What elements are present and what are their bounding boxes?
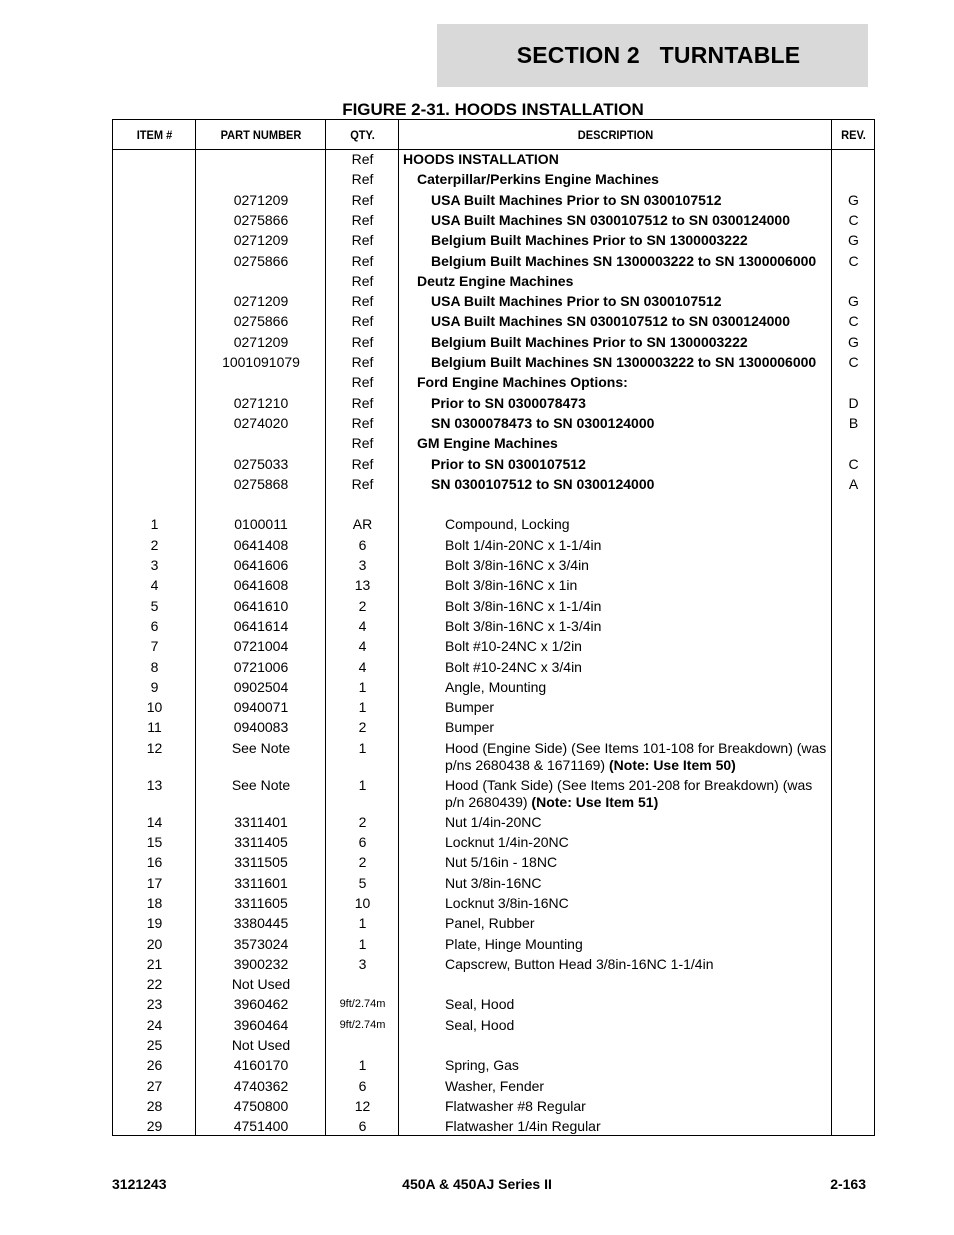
item-number-cell: 3 [150,557,159,573]
header-qty: QTY. [350,127,375,142]
qty-cell: 1 [358,678,367,695]
description-cell: Bolt 3/8in-16NC x 1-1/4in [445,597,602,614]
qty-cell: 13 [354,577,371,594]
header-rule [113,149,874,150]
qty-cell: Ref [351,374,374,391]
part-number-cell: 0275868 [233,475,289,492]
part-number-cell: 0275033 [233,455,289,472]
qty-cell: Ref [351,272,374,289]
description-cell: Capscrew, Button Head 3/8in-16NC 1-1/4in [445,955,714,972]
description-cell: Seal, Hood [445,1016,515,1033]
item-number-cell: 27 [146,1077,163,1094]
description-cell: Bolt #10-24NC x 1/2in [445,638,582,655]
part-number-cell: 0271209 [233,232,289,249]
description-cell: GM Engine Machines [417,435,558,452]
item-number-cell: 1 [150,516,159,533]
part-number-cell: 0641408 [233,536,289,553]
qty-cell: Ref [351,252,374,269]
part-number-cell: 0271209 [233,293,289,310]
description-cell: Panel, Rubber [445,915,535,932]
item-number-cell: 22 [146,976,163,993]
part-number-cell: 0275866 [233,211,289,228]
description-cell: Bolt 3/8in-16NC x 1-3/4in [445,617,602,634]
item-number-cell: 16 [146,854,163,871]
qty-cell: Ref [351,333,374,350]
item-number-cell: 24 [146,1016,163,1033]
qty-cell: Ref [351,191,374,208]
qty-cell: 4 [358,638,367,655]
part-number-cell: 0274020 [233,414,289,431]
description-cell: Flatwasher 1/4in Regular [445,1118,601,1135]
part-number-cell: 3380445 [233,915,289,932]
footer-doc-number: 3121243 [112,1176,167,1192]
qty-cell: Ref [351,435,374,452]
footer-model: 450A & 450AJ Series II [402,1176,552,1192]
description-cell: HOODS INSTALLATION [403,151,559,167]
description-cell: Locknut 1/4in-20NC [445,834,569,850]
item-number-cell: 21 [146,955,163,972]
item-number-cell: 28 [146,1097,163,1114]
description-cell: Bumper [445,719,495,736]
item-number-cell: 9 [150,678,159,695]
qty-cell: 2 [358,813,367,830]
rev-cell: D [848,394,859,411]
part-number-cell: 0100011 [234,516,288,533]
qty-cell: 6 [358,536,367,553]
qty-cell: Ref [351,151,374,167]
description-note: (Note: Use Item 51) [531,793,659,810]
description-cell: Locknut 3/8in-16NC [445,894,569,911]
qty-cell: Ref [351,171,374,188]
qty-cell: 9ft/2.74m [339,1018,386,1031]
section-title: SECTION 2 TURNTABLE [516,42,801,68]
qty-cell: 6 [358,1118,367,1135]
footer-page-number: 2-163 [830,1176,866,1192]
qty-cell: AR [352,516,373,533]
part-number-cell: 0275866 [233,252,289,269]
part-number-cell: 3311505 [234,854,288,871]
description-cell: Flatwasher #8 Regular [445,1097,586,1114]
item-number-cell: 26 [146,1057,163,1074]
rev-cell: C [848,354,859,370]
rev-cell: C [848,313,859,330]
part-number-cell: 0902504 [233,678,289,695]
qty-cell: Ref [351,475,374,492]
description-cell [399,740,832,774]
description-cell: Plate, Hinge Mounting [445,935,583,952]
part-number-cell: Not Used [231,976,291,993]
description-text: Hood (Engine Side) (See Items 101-108 for Breakdown) (was p/ns 2680438 & 1671169) [445,739,827,773]
description-cell: Nut 1/4in-20NC [445,813,542,830]
rev-cell: A [848,475,859,492]
item-number-cell: 29 [146,1118,163,1135]
qty-cell: Ref [351,354,374,370]
description-cell: USA Built Machines Prior to SN 0300107512 [431,191,722,208]
part-number-cell: See Note [231,739,291,756]
rev-cell: G [848,191,859,208]
qty-cell: 6 [358,834,367,850]
description-note: (Note: Use Item 50) [609,756,736,773]
description-cell: Nut 3/8in-16NC [445,874,542,891]
description-cell: Bolt 3/8in-16NC x 1in [445,577,578,594]
part-number-cell: 3960464 [233,1016,289,1033]
part-number-cell: 3900232 [233,955,289,972]
description-cell: SN 0300107512 to SN 0300124000 [431,475,655,492]
qty-cell: 4 [358,658,367,675]
rev-cell: G [848,293,859,310]
description-cell: Bolt 3/8in-16NC x 3/4in [445,557,589,573]
part-number-cell: 1001091079 [222,354,300,370]
rev-cell: G [848,333,859,350]
description-cell [399,777,832,811]
qty-cell: 1 [358,776,367,793]
item-number-cell: 4 [150,577,159,594]
description-cell: Bumper [445,699,495,716]
description-cell: USA Built Machines SN 0300107512 to SN 0300124000 [431,313,791,330]
description-cell: Belgium Built Machines Prior to SN 1300003222 [431,232,748,249]
part-number-cell: 3311605 [234,894,288,911]
item-number-cell: 23 [146,996,163,1013]
qty-cell: 2 [358,597,367,614]
part-number-cell: 0721006 [233,658,289,675]
part-number-cell: See Note [231,776,291,793]
part-number-cell: 0271209 [233,191,289,208]
description-cell: Belgium Built Machines Prior to SN 1300003222 [431,333,748,350]
description-cell: USA Built Machines SN 0300107512 to SN 0300124000 [431,211,791,228]
header-part-number: PART NUMBER [220,127,302,142]
qty-cell: Ref [351,313,374,330]
qty-cell: Ref [351,232,374,249]
qty-cell: 12 [354,1097,371,1114]
part-number-cell: 0641610 [233,597,289,614]
part-number-cell: 4740362 [233,1077,289,1094]
description-text: Hood (Tank Side) (See Items 201-208 for Breakdown) (was p/n 2680439) [445,776,813,810]
header-rev: REV. [841,127,866,142]
qty-cell: Ref [351,455,374,472]
description-cell: Ford Engine Machines Options: [417,374,628,391]
header-item: ITEM # [136,127,173,142]
description-cell: USA Built Machines Prior to SN 0300107512 [431,293,722,310]
item-number-cell: 11 [147,719,162,736]
qty-cell: 10 [354,894,371,911]
item-number-cell: 14 [146,813,163,830]
qty-cell: Ref [351,394,374,411]
part-number-cell: 0940071 [233,699,289,716]
description-cell: Deutz Engine Machines [417,272,574,289]
description-cell: Washer, Fender [445,1077,545,1094]
description-cell: Angle, Mounting [445,678,547,695]
rev-cell: G [848,232,859,249]
parts-table [112,119,875,1136]
description-cell: Prior to SN 0300107512 [431,455,586,472]
part-number-cell: 3311401 [234,813,288,830]
description-cell: SN 0300078473 to SN 0300124000 [431,414,655,431]
qty-cell: Ref [351,293,374,310]
description-cell: Nut 5/16in - 18NC [445,854,558,871]
rev-cell: C [848,211,859,228]
qty-cell: 2 [358,719,367,736]
description-cell: Bolt #10-24NC x 3/4in [445,658,582,675]
qty-cell: Ref [351,414,374,431]
item-number-cell: 19 [146,915,163,932]
rev-cell: C [848,252,859,269]
header-description: DESCRIPTION [577,127,654,142]
item-number-cell: 25 [146,1037,163,1053]
part-number-cell: 0641614 [233,617,289,634]
item-number-cell: 18 [146,894,163,911]
qty-cell: 2 [358,854,367,871]
rev-cell: C [848,455,859,472]
description-cell: Prior to SN 0300078473 [431,394,586,411]
description-cell: Compound, Locking [445,516,570,533]
qty-cell: 4 [358,617,367,634]
item-number-cell: 8 [150,658,159,675]
part-number-cell: 0271210 [233,394,289,411]
part-number-cell: Not Used [231,1037,291,1053]
part-number-cell: 4751400 [233,1118,289,1135]
part-number-cell: 3311601 [234,874,288,891]
part-number-cell: 0275866 [233,313,289,330]
item-number-cell: 17 [146,874,163,891]
part-number-cell: 0940083 [233,719,289,736]
item-number-cell: 5 [150,597,159,614]
qty-cell: 5 [358,874,367,891]
description-cell: Bolt 1/4in-20NC x 1-1/4in [445,536,602,553]
part-number-cell: 4750800 [233,1097,289,1114]
qty-cell: 3 [358,557,367,573]
item-number-cell: 10 [146,699,163,716]
part-number-cell: 0641608 [233,577,289,594]
section-header [437,24,868,87]
part-number-cell: 3960462 [233,996,289,1013]
figure-title: FIGURE 2-31. HOODS INSTALLATION [342,100,644,119]
item-number-cell: 12 [146,739,163,756]
item-number-cell: 20 [146,935,163,952]
description-cell: Seal, Hood [445,996,515,1013]
part-number-cell: 4160170 [233,1057,289,1074]
qty-cell: 1 [358,699,367,716]
qty-cell: 1 [358,739,367,756]
part-number-cell: 3311405 [234,834,288,850]
item-number-cell: 2 [150,536,159,553]
item-number-cell: 15 [146,834,163,850]
qty-cell: 1 [358,935,367,952]
qty-cell: Ref [351,211,374,228]
description-cell: Spring, Gas [445,1057,519,1074]
item-number-cell: 13 [146,776,163,793]
qty-cell: 9ft/2.74m [339,998,386,1011]
description-cell: Belgium Built Machines SN 1300003222 to SN 1300006000 [431,354,817,370]
qty-cell: 1 [358,1057,367,1074]
qty-cell: 3 [358,955,367,972]
part-number-cell: 0641606 [233,557,289,573]
item-number-cell: 6 [150,617,159,634]
item-number-cell: 7 [150,638,159,655]
description-cell: Caterpillar/Perkins Engine Machines [417,171,659,188]
part-number-cell: 0721004 [233,638,289,655]
description-cell: Belgium Built Machines SN 1300003222 to SN 1300006000 [431,252,817,269]
part-number-cell: 3573024 [233,935,289,952]
part-number-cell: 0271209 [233,333,289,350]
rev-cell: B [848,414,859,431]
qty-cell: 1 [358,915,367,932]
qty-cell: 6 [358,1077,367,1094]
